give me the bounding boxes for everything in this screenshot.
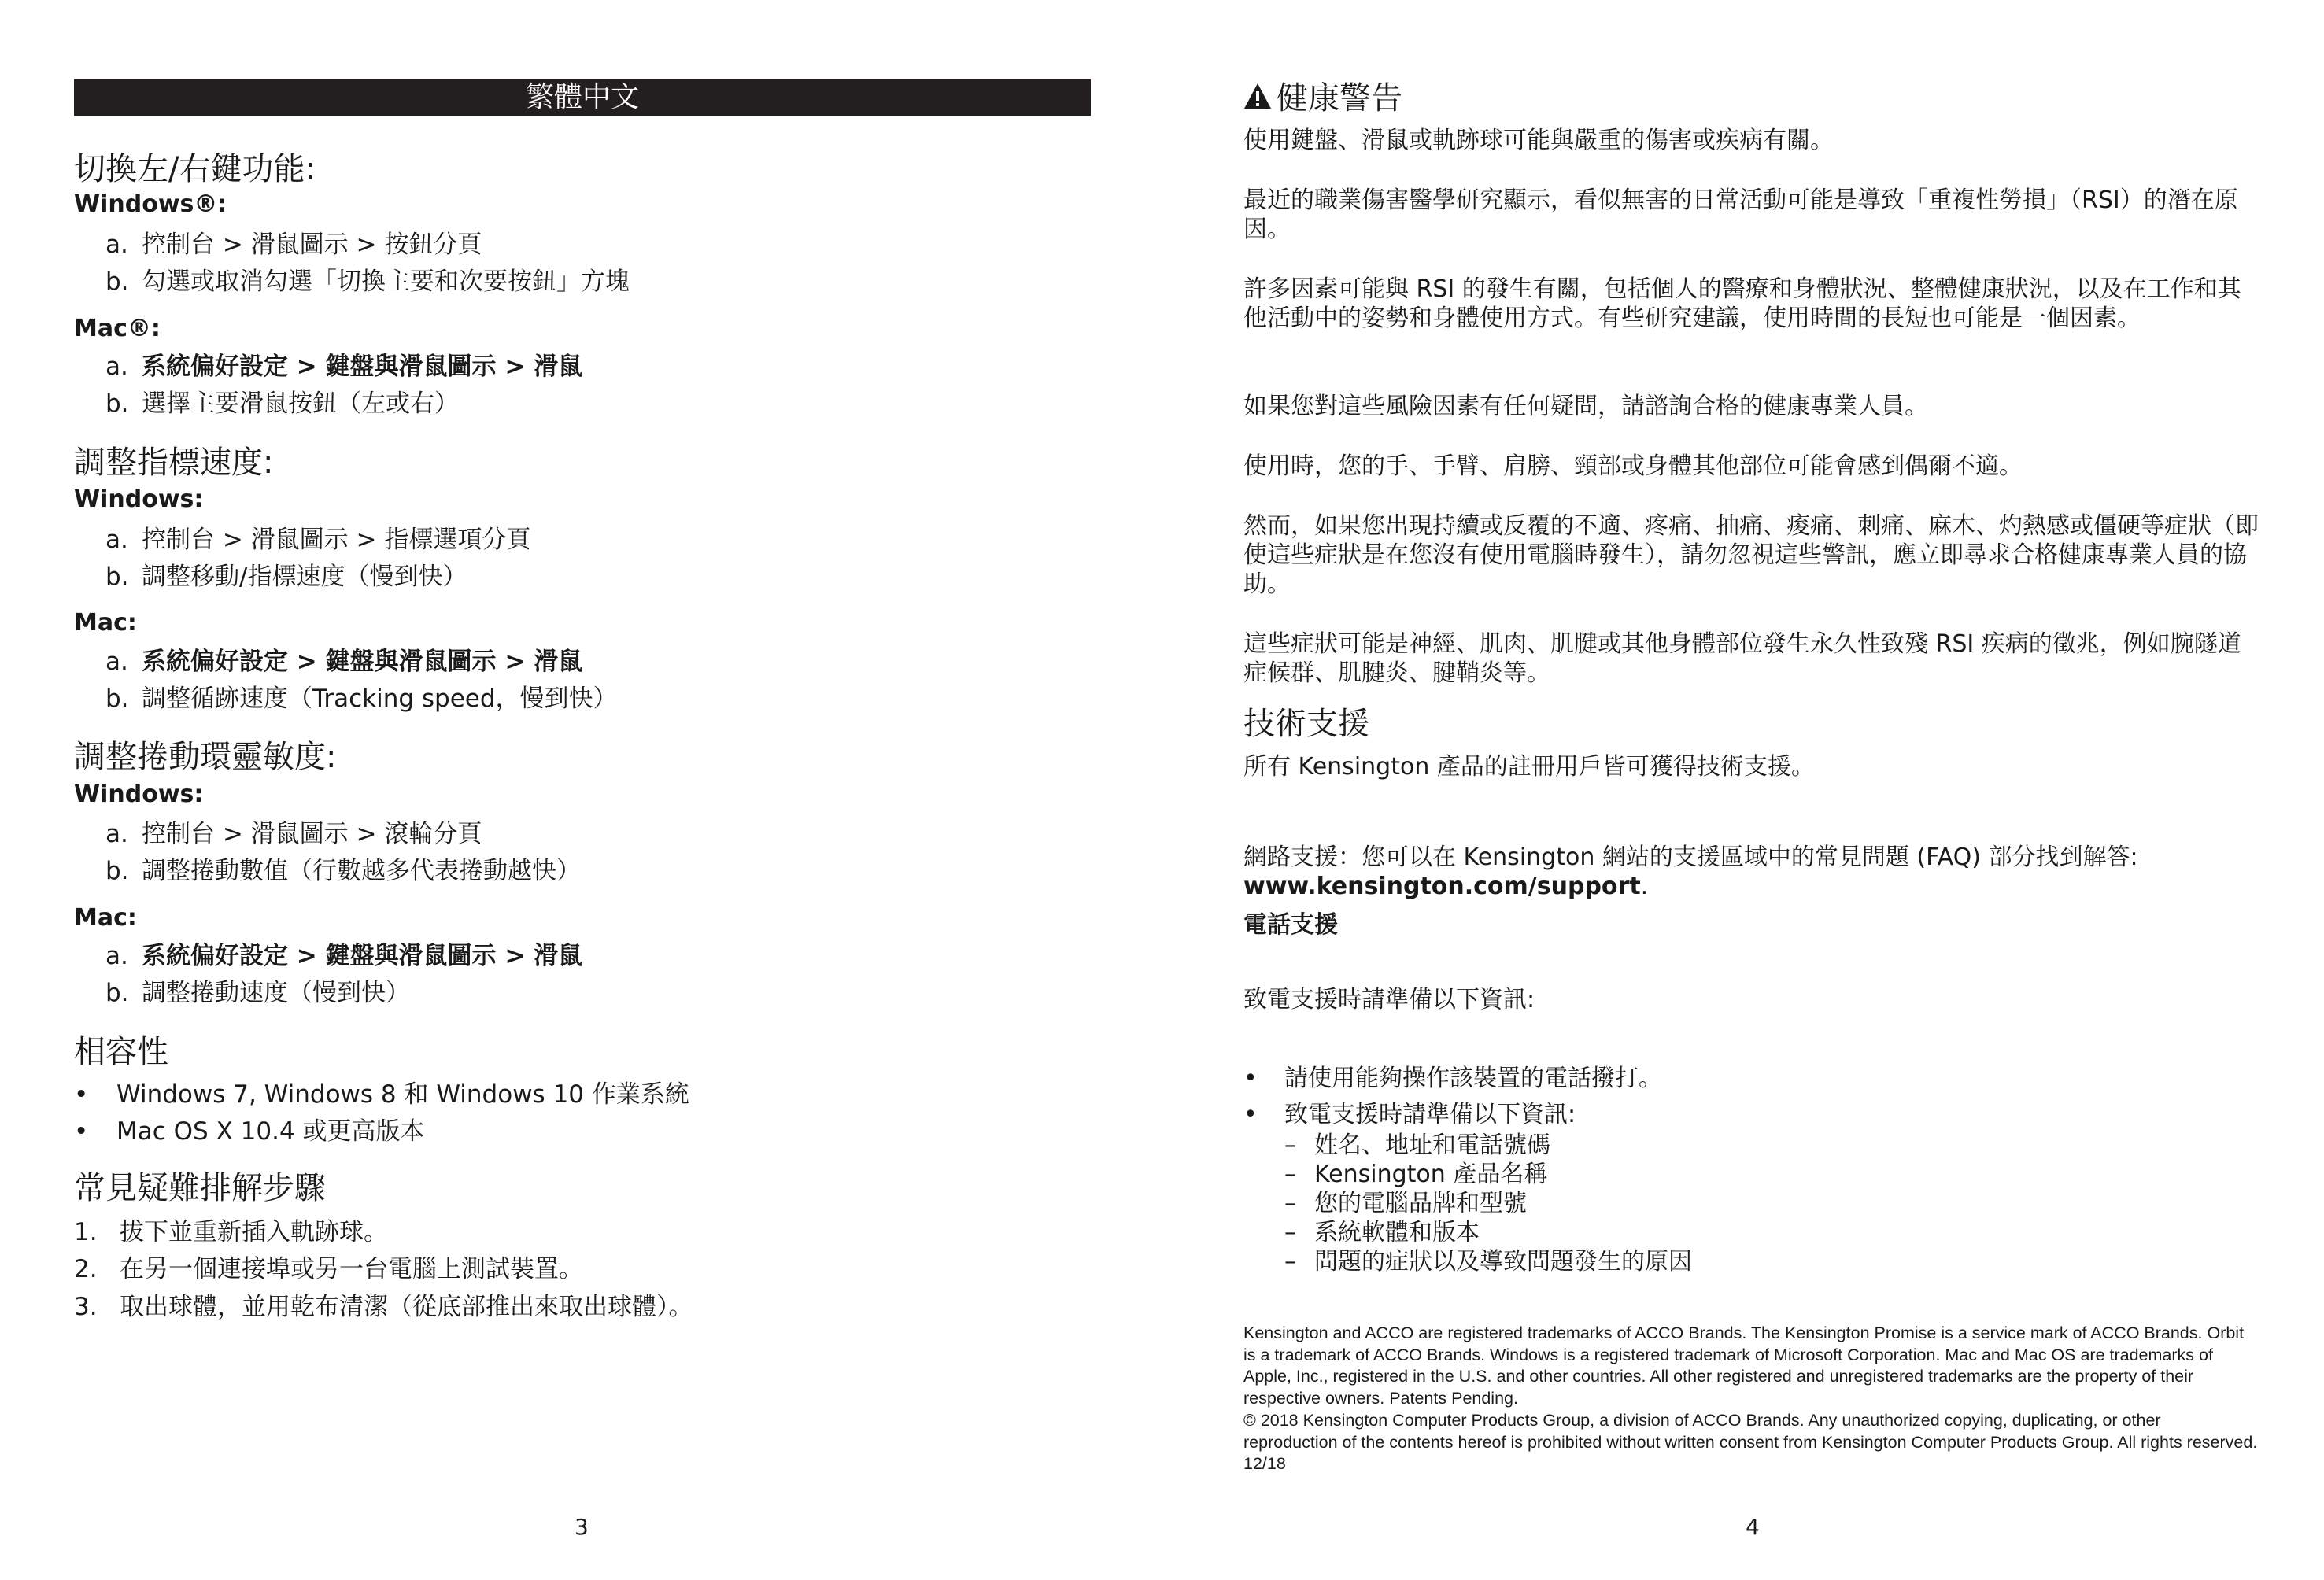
pointer-windows-label: Windows:: [74, 485, 204, 513]
list-item: a. 系統偏好設定 > 鍵盤與滑鼠圖示 > 滑鼠: [105, 942, 583, 970]
list-item: b. 勾選或取消勾選「切換主要和次要按鈕」方塊: [105, 268, 630, 296]
page-number: 3: [575, 1514, 589, 1540]
list-item: a. 控制台 > 滑鼠圖示 > 按鈕分頁: [105, 231, 482, 259]
list-item: 2. 在另一個連接埠或另一台電腦上測試裝置。: [74, 1255, 583, 1283]
support-intro: 所有 Kensington 產品的註冊用戶皆可獲得技術支援。: [1243, 753, 1815, 781]
list-item: 3. 取出球體，並用乾布清潔（從底部推出來取出球體）。: [74, 1293, 693, 1321]
list-item: – 您的電腦品牌和型號: [1284, 1190, 1527, 1217]
compatibility-title: 相容性: [74, 1034, 168, 1070]
list-item: – 姓名、地址和電話號碼: [1284, 1131, 1550, 1159]
list-item: • 請使用能夠操作該裝置的電話撥打。: [1243, 1065, 1662, 1092]
language-header: 繁體中文: [74, 79, 1091, 116]
support-url-link[interactable]: www.kensington.com/support: [1243, 873, 1641, 900]
paragraph: 然而，如果您出現持續或反覆的不適、疼痛、抽痛、痠痛、刺痛、麻木、灼熱感或僵硬等症狀（即使這些症狀是在您沒有使用電腦時發生），請勿忽視這些警訊，應立即尋求合格健康專業人員的協助。: [1243, 512, 2259, 598]
list-item: b. 選擇主要滑鼠按鈕（左或右）: [105, 389, 459, 418]
list-item: a. 系統偏好設定 > 鍵盤與滑鼠圖示 > 滑鼠: [105, 648, 583, 676]
list-item: a. 系統偏好設定 > 鍵盤與滑鼠圖示 > 滑鼠: [105, 353, 583, 381]
list-item: • 致電支援時請準備以下資訊:: [1243, 1101, 1576, 1128]
paragraph: 使用時，您的手、手臂、肩膀、頸部或身體其他部位可能會感到偶爾不適。: [1243, 452, 2023, 480]
scroll-sensitivity-title: 調整捲動環靈敏度:: [74, 739, 337, 775]
swap-mac-label: Mac®:: [74, 315, 161, 342]
tech-support-title: 技術支援: [1243, 706, 1369, 742]
web-support-text: 網路支援：您可以在 Kensington 網站的支援區域中的常見問題 (FAQ) 部分找到解答: www.kensington.com/support.: [1243, 844, 2138, 900]
list-item: a. 控制台 > 滑鼠圖示 > 滾輪分頁: [105, 820, 482, 848]
paragraph: 如果您對這些風險因素有任何疑問，請諮詢合格的健康專業人員。: [1243, 393, 1928, 420]
list-item: • Mac OS X 10.4 或更高版本: [74, 1117, 425, 1146]
health-warning-title: 健康警告: [1243, 79, 1402, 118]
trademark-notice: Kensington and ACCO are registered trademarks of ACCO Brands. The Kensington Promise is a service mark of ACCO Brands. Orbit is a trademark of ACCO Brands. Windows is a registered trademark of Microsoft Corporation. Mac and Mac OS are trademarks of Apple, Inc., registered in the U.S. and other countries. All other registered and unregistered trademarks are the property of their respective owners. Patents Pending.: [1243, 1323, 2245, 1408]
troubleshooting-title: 常見疑難排解步驟: [74, 1170, 326, 1206]
pointer-mac-label: Mac:: [74, 609, 137, 637]
list-item: b. 調整捲動速度（慢到快）: [105, 979, 410, 1007]
scroll-mac-label: Mac:: [74, 904, 137, 932]
list-item: b. 調整循跡速度（Tracking speed，慢到快）: [105, 685, 618, 713]
left-page: [74, 0, 1091, 1580]
scroll-windows-label: Windows:: [74, 781, 204, 808]
swap-windows-label: Windows®:: [74, 190, 227, 218]
swap-buttons-title: 切換左/右鍵功能:: [74, 151, 316, 187]
warning-icon: [1243, 82, 1272, 110]
list-item: 1. 拔下並重新插入軌跡球。: [74, 1218, 388, 1246]
list-item: b. 調整移動/指標速度（慢到快）: [105, 563, 467, 591]
paragraph: 許多因素可能與 RSI 的發生有關，包括個人的醫療和身體狀況、整體健康狀況，以及在工作和其他活動中的姿勢和身體使用方式。有些研究建議，使用時間的長短也可能是一個因素。: [1243, 275, 2241, 332]
list-item: • Windows 7, Windows 8 和 Windows 10 作業系統: [74, 1080, 689, 1109]
page-number: 4: [1746, 1514, 1760, 1540]
list-item: a. 控制台 > 滑鼠圖示 > 指標選項分頁: [105, 526, 531, 554]
list-item: – 問題的症狀以及導致問題發生的原因: [1284, 1248, 1692, 1275]
list-item: – 系統軟體和版本: [1284, 1219, 1480, 1246]
right-page: [1243, 0, 2259, 1580]
paragraph: 最近的職業傷害醫學研究顯示，看似無害的日常活動可能是導致「重複性勞損」（RSI）的潛在原因。: [1243, 186, 2238, 243]
pointer-speed-title: 調整指標速度:: [74, 445, 274, 481]
phone-support-intro: 致電支援時請準備以下資訊:: [1243, 986, 1535, 1013]
paragraph: 使用鍵盤、滑鼠或軌跡球可能與嚴重的傷害或疾病有關。: [1243, 127, 1834, 154]
phone-support-title: 電話支援: [1243, 911, 1338, 939]
copyright-notice: © 2018 Kensington Computer Products Group, a division of ACCO Brands. Any unauthorized copying, duplicating, or other reproduction of the contents hereof is prohibited without written consent from Kensington Computer Products Group. All rights reserved. 12/18: [1243, 1411, 2258, 1473]
paragraph: 這些症狀可能是神經、肌肉、肌腱或其他身體部位發生永久性致殘 RSI 疾病的徵兆，例如腕隧道症候群、肌腱炎、腱鞘炎等。: [1243, 630, 2241, 687]
list-item: b. 調整捲動數值（行數越多代表捲動越快）: [105, 857, 581, 885]
list-item: – Kensington 產品名稱: [1284, 1161, 1548, 1188]
